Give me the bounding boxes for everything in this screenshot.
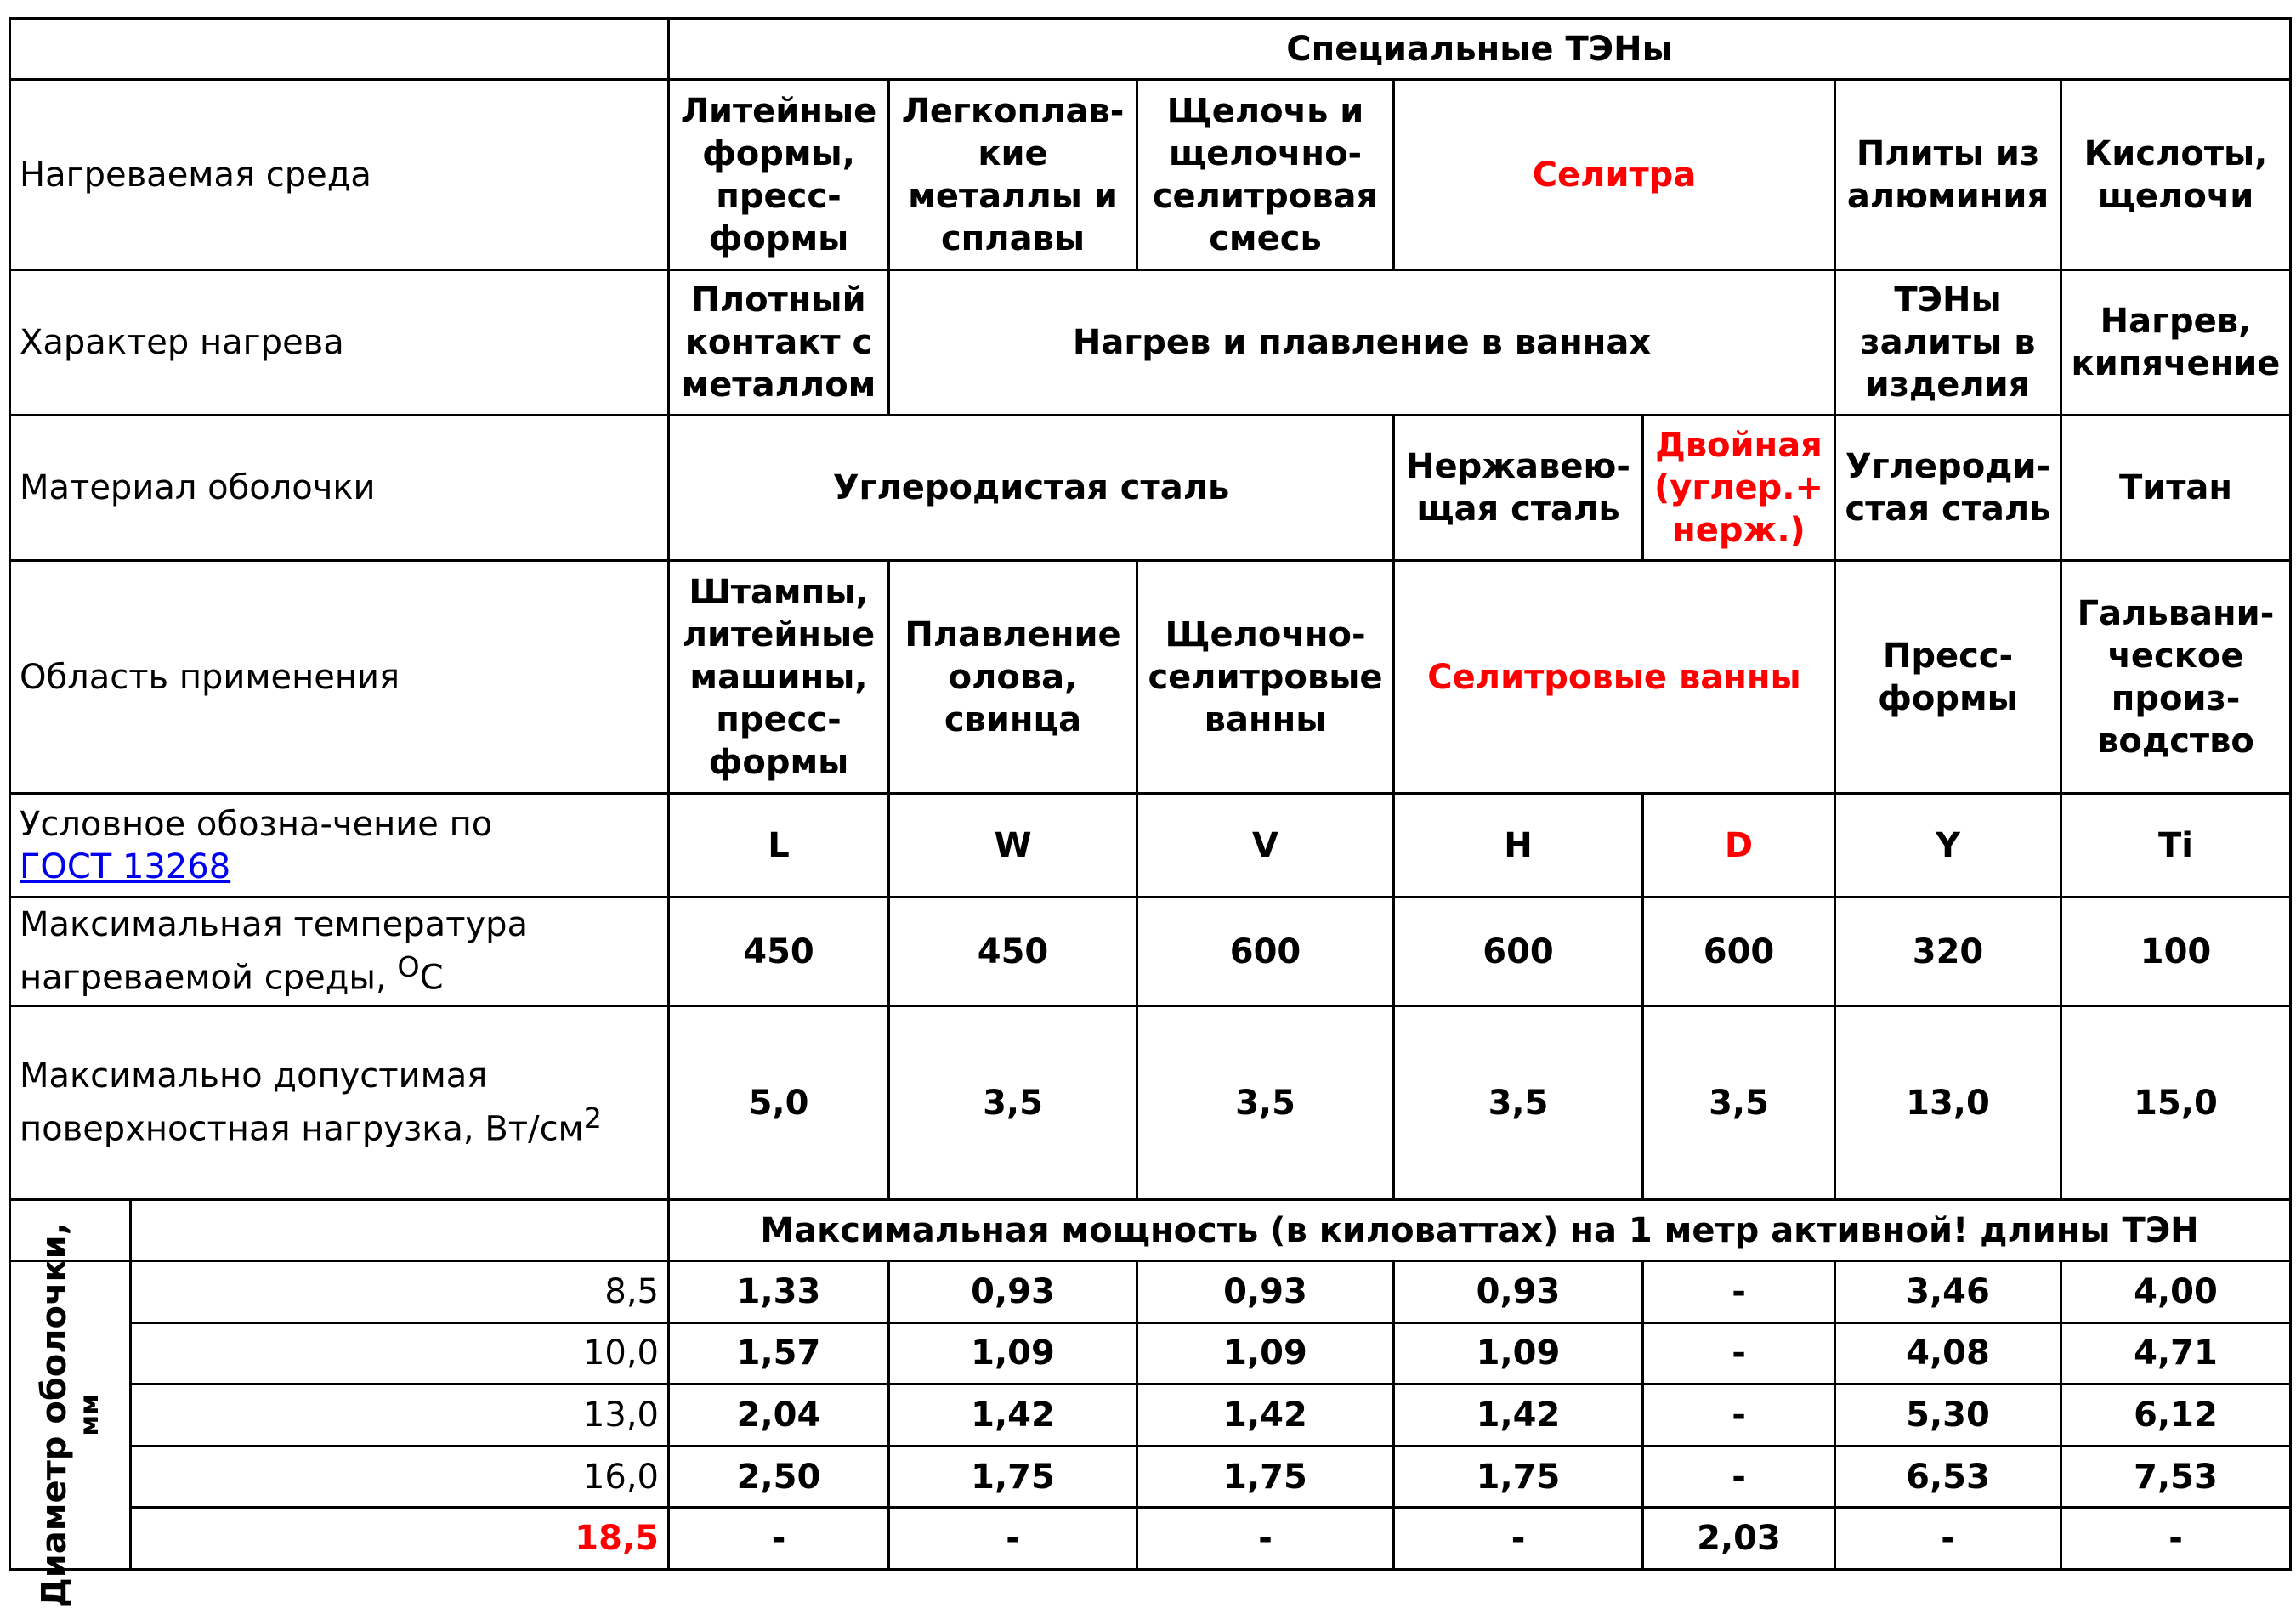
- surface-load-cell: 3,5: [1137, 1006, 1394, 1200]
- application-row: [10, 561, 2291, 794]
- max-temp-cell: 100: [2061, 897, 2291, 1006]
- power-row: [10, 1384, 2291, 1447]
- power-cell: 2,03: [1643, 1508, 1835, 1570]
- max-temp-cell: 450: [669, 897, 889, 1006]
- power-cell: 2,04: [669, 1384, 889, 1447]
- designation-cell: H: [1394, 794, 1643, 897]
- power-cell: 1,75: [1394, 1446, 1643, 1508]
- material-label: Материал оболочки: [10, 416, 669, 561]
- diameter-value: 16,0: [131, 1446, 669, 1508]
- diameter-value: 13,0: [131, 1384, 669, 1447]
- surface-load-cell: 3,5: [889, 1006, 1137, 1200]
- medium-cell-saltpeter: Селитра: [1394, 80, 1835, 270]
- diameter-label-wrap: [20, 1222, 121, 1608]
- power-cell: 6,53: [1835, 1446, 2061, 1508]
- diameter-label-text: Диаметр оболочки,: [34, 1222, 74, 1608]
- max-temp-unit: C: [419, 958, 444, 998]
- power-cell: 1,09: [1137, 1322, 1394, 1384]
- power-cell: 1,75: [1137, 1446, 1394, 1508]
- medium-cell: Плиты из алюминия: [1835, 80, 2061, 270]
- power-cell: 5,30: [1835, 1384, 2061, 1447]
- designation-label: [10, 794, 669, 897]
- power-cell: 1,75: [889, 1446, 1137, 1508]
- power-cell: 1,09: [1394, 1322, 1643, 1384]
- max-temp-unit-sup: O: [397, 950, 420, 984]
- material-cell: Титан: [2061, 416, 2291, 561]
- power-row: [10, 1322, 2291, 1384]
- surface-load-cell: 5,0: [669, 1006, 889, 1200]
- power-cell: -: [1643, 1322, 1835, 1384]
- application-cell: Гальвани-ческое произ-водство: [2061, 561, 2291, 794]
- power-header-row: [10, 1200, 2291, 1261]
- max-temp-cell: 320: [1835, 897, 2061, 1006]
- power-cell: 6,12: [2061, 1384, 2291, 1447]
- max-temp-cell: 450: [889, 897, 1137, 1006]
- surface-load-cell: 13,0: [1835, 1006, 2061, 1200]
- specifications-table: [9, 17, 2292, 1608]
- application-cell: Плавление олова, свинца: [889, 561, 1137, 794]
- max-temp-label: [10, 897, 669, 1006]
- power-cell: -: [1643, 1261, 1835, 1323]
- surface-load-unit-sup: 2: [583, 1101, 602, 1135]
- heating-label: Характер нагрева: [10, 270, 669, 416]
- medium-cell: Литейные формы, пресс-формы: [669, 80, 889, 270]
- designation-cell: Y: [1835, 794, 2061, 897]
- power-row: [10, 1508, 2291, 1570]
- heating-cell: ТЭНы залиты в изделия: [1835, 270, 2061, 416]
- diameter-value-highlight: 18,5: [131, 1508, 669, 1570]
- heating-cell: Плотный контакт с металлом: [669, 270, 889, 416]
- designation-label-text: Условное обозна-чение по: [20, 804, 493, 844]
- max-temp-cell: 600: [1394, 897, 1643, 1006]
- medium-cell: Легкоплав-кие металлы и сплавы: [889, 80, 1137, 270]
- application-cell: Пресс-формы: [1835, 561, 2061, 794]
- designation-cell-d: D: [1643, 794, 1835, 897]
- power-cell: -: [889, 1508, 1137, 1570]
- power-cell: -: [669, 1508, 889, 1570]
- power-cell: 1,42: [1137, 1384, 1394, 1447]
- power-cell: 4,71: [2061, 1322, 2291, 1384]
- designation-row: [10, 794, 2291, 897]
- medium-cell: Щелочь и щелочно-селитровая смесь: [1137, 80, 1394, 270]
- surface-load-cell: 3,5: [1394, 1006, 1643, 1200]
- material-cell: Углеродистая сталь: [669, 416, 1394, 561]
- application-label: Область применения: [10, 561, 669, 794]
- power-cell: 2,50: [669, 1446, 889, 1508]
- surface-load-cell: 15,0: [2061, 1006, 2291, 1200]
- surface-load-row: [10, 1006, 2291, 1200]
- max-temp-cell: 600: [1643, 897, 1835, 1006]
- power-cell: 1,09: [889, 1322, 1137, 1384]
- header-row: [10, 19, 2291, 80]
- power-cell: -: [1835, 1508, 2061, 1570]
- diameter-unit: мм: [74, 1394, 105, 1436]
- power-cell: 0,93: [1137, 1261, 1394, 1323]
- power-row: [10, 1446, 2291, 1508]
- power-cell: 4,08: [1835, 1322, 2061, 1384]
- power-cell: 0,93: [889, 1261, 1137, 1323]
- corner-cell: [10, 19, 669, 80]
- diameter-label: [34, 1222, 105, 1608]
- max-temp-row: [10, 897, 2291, 1006]
- power-cell: -: [1643, 1384, 1835, 1447]
- material-row: [10, 416, 2291, 561]
- power-cell: 1,42: [1394, 1384, 1643, 1447]
- surface-load-cell: 3,5: [1643, 1006, 1835, 1200]
- diameter-value: 8,5: [131, 1261, 669, 1323]
- power-cell: 3,46: [1835, 1261, 2061, 1323]
- designation-cell: L: [669, 794, 889, 897]
- material-cell-double: Двойная (углер.+ нерж.): [1643, 416, 1835, 561]
- power-cell: 4,00: [2061, 1261, 2291, 1323]
- material-cell: Углероди-стая сталь: [1835, 416, 2061, 561]
- power-cell: -: [2061, 1508, 2291, 1570]
- material-cell: Нержавею-щая сталь: [1394, 416, 1643, 561]
- heating-cell: Нагрев, кипячение: [2061, 270, 2291, 416]
- diameter-value: 10,0: [131, 1322, 669, 1384]
- power-header: Максимальная мощность (в киловаттах) на 1 метр активной! длины ТЭН: [669, 1200, 2291, 1261]
- power-corner-right: [131, 1200, 669, 1261]
- application-cell: Щелочно-селитровые ванны: [1137, 561, 1394, 794]
- application-cell: Штампы, литейные машины, пресс-формы: [669, 561, 889, 794]
- designation-cell: Ti: [2061, 794, 2291, 897]
- power-row: [10, 1261, 2291, 1323]
- power-cell: -: [1137, 1508, 1394, 1570]
- power-cell: -: [1394, 1508, 1643, 1570]
- designation-cell: W: [889, 794, 1137, 897]
- heating-row: [10, 270, 2291, 416]
- power-cell: 0,93: [1394, 1261, 1643, 1323]
- gost-link[interactable]: ГОСТ 13268: [20, 846, 231, 886]
- special-heaters-header: Специальные ТЭНы: [669, 19, 2291, 80]
- diameter-label-cell: [10, 1222, 131, 1608]
- surface-load-label: [10, 1006, 669, 1200]
- medium-cell: Кислоты, щелочи: [2061, 80, 2291, 270]
- medium-label: Нагреваемая среда: [10, 80, 669, 270]
- heating-cell: Нагрев и плавление в ваннах: [889, 270, 1835, 416]
- application-cell-saltpeter-baths: Селитровые ванны: [1394, 561, 1835, 794]
- power-cell: -: [1643, 1446, 1835, 1508]
- surface-load-label-text: Максимально допустимая поверхностная нагрузка, Вт/см: [20, 1056, 584, 1149]
- power-cell: 1,33: [669, 1261, 889, 1323]
- power-cell: 7,53: [2061, 1446, 2291, 1508]
- max-temp-label-text: Максимальная температура нагреваемой среды,: [20, 905, 529, 998]
- power-cell: 1,57: [669, 1322, 889, 1384]
- power-cell: 1,42: [889, 1384, 1137, 1447]
- medium-row: [10, 80, 2291, 270]
- designation-cell: V: [1137, 794, 1394, 897]
- max-temp-cell: 600: [1137, 897, 1394, 1006]
